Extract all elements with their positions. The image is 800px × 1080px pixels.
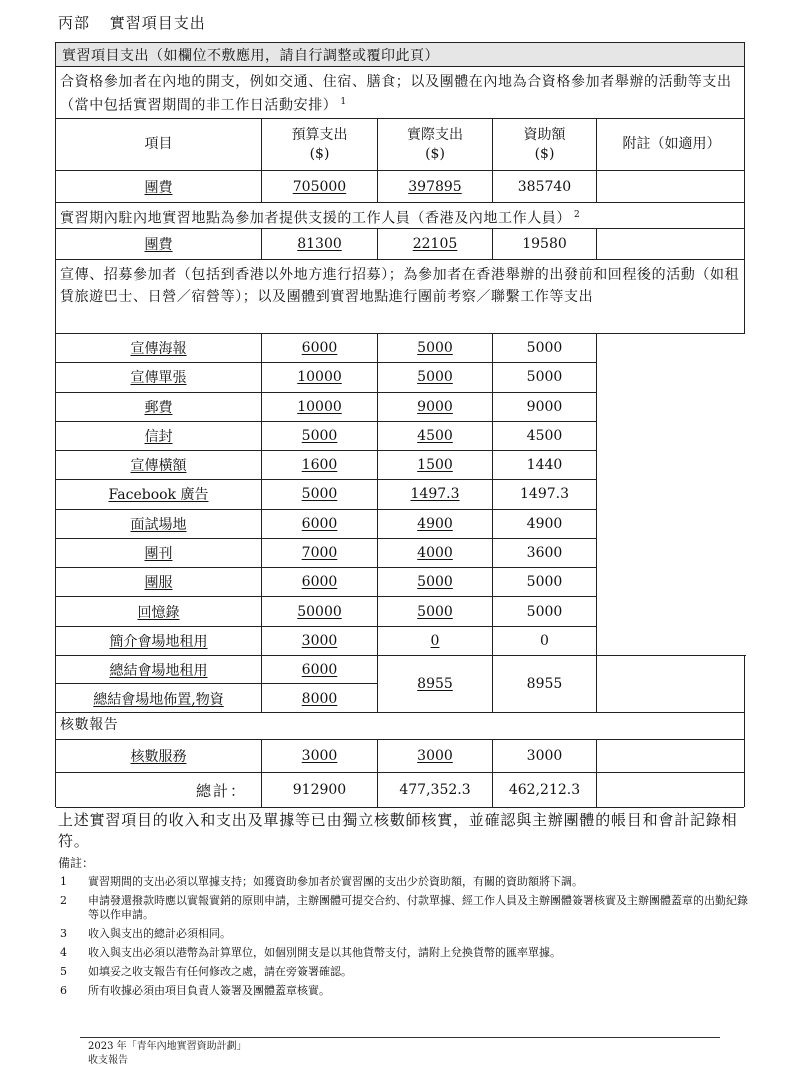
cell-value: 1600 (301, 457, 338, 474)
cell-grant (492, 597, 596, 625)
note-number: 3 (60, 927, 67, 940)
cell-item (56, 539, 261, 567)
cell-item (56, 334, 261, 362)
cell-value: 0 (540, 632, 549, 649)
cell-value: 4500 (526, 427, 563, 444)
cell-grant (492, 334, 596, 362)
table-row (56, 229, 744, 260)
cell-value: 3600 (526, 545, 563, 561)
notes (58, 856, 748, 1003)
cell-value: 附註（如適用） (622, 136, 721, 152)
note-number: 2 (60, 894, 67, 907)
cell-value: 團費 (144, 179, 173, 196)
note-text: 收入與支出的總計必須相同。 (88, 927, 231, 940)
cell-grant (492, 451, 596, 479)
page-title: 實習項目支出 (109, 14, 206, 32)
table-cell (492, 229, 596, 259)
table-cell (261, 740, 377, 772)
cell-value: 5000 (417, 603, 453, 620)
cell-value: 宣傳單張 (130, 370, 187, 387)
cell-value: 預算支出 (291, 126, 348, 143)
table-cell (261, 171, 377, 202)
note-number: 1 (60, 875, 67, 888)
cell-budget (261, 480, 377, 508)
footnote-ref-1: 1 (340, 97, 347, 107)
cell-budget (261, 510, 377, 538)
cell-value: 團服 (144, 575, 173, 592)
cell-value: 總結會場地租用 (109, 662, 208, 679)
cell-value: 50000 (297, 603, 342, 620)
cell-value: 705000 (292, 178, 347, 195)
table-cell (56, 229, 261, 259)
cell-value: 信封 (144, 428, 173, 445)
table-cell (596, 229, 746, 259)
cell-value: 81300 (297, 236, 342, 252)
table-cell (377, 656, 492, 712)
cell-actual (377, 451, 492, 479)
table-row (56, 740, 744, 773)
staff-text: 實習期內駐內地實習地點為參加者提供支援的工作人員（香港及內地工作人員） (60, 210, 571, 227)
table-cell (377, 229, 492, 259)
footer-line-2: 收支報告 (88, 1055, 128, 1066)
cell-value: 6000 (301, 574, 338, 591)
cell-actual (377, 393, 492, 421)
table-cell (377, 773, 492, 807)
cell-value: 1497.3 (520, 486, 569, 503)
table-row (56, 171, 744, 203)
note-text: 實習期間的支出必須以單據支持；如獲資助參加者於實習團的支出少於資助額，有關的資助額將下調。 (88, 875, 583, 888)
cell-value: 8955 (526, 676, 563, 692)
note-text: 所有收據必須由項目負責人簽署及團體蓋章核實。 (88, 984, 330, 997)
cell-grant (492, 627, 596, 655)
cell-budget (261, 597, 377, 625)
cell-item (56, 451, 261, 479)
note-text: 如填妥之收支報告有任何修改之處，請在旁簽署確認。 (88, 965, 352, 978)
cell-value: 3000 (301, 632, 338, 649)
cell-actual (377, 597, 492, 625)
cell-value: 5000 (526, 574, 563, 591)
cell-item (56, 568, 261, 596)
cell-value: ($) (534, 145, 555, 162)
table-cell (56, 773, 261, 807)
cell-value: 9000 (417, 398, 453, 415)
cell-value: 團費 (144, 237, 173, 253)
staff-text-row (56, 203, 744, 229)
table-cell (492, 773, 596, 807)
cell-value: 郵費 (144, 399, 173, 416)
cell-budget (261, 363, 377, 391)
cell-value: 項目 (144, 136, 173, 152)
total-label: 總計： (195, 781, 247, 800)
table-cell (56, 656, 261, 684)
note-item (58, 875, 748, 889)
table-cell (261, 656, 377, 684)
cell-grant (492, 539, 596, 567)
audit-text-row (56, 713, 744, 740)
cell-value: 核數服務 (130, 749, 187, 765)
header-remarks (596, 119, 746, 170)
cell-value: 397895 (408, 178, 462, 195)
cell-value: 8955 (417, 676, 453, 692)
table-cell (596, 773, 746, 807)
note-number: 4 (60, 946, 67, 959)
cell-actual (377, 480, 492, 508)
table-cell (261, 229, 377, 259)
cell-value: 5000 (526, 603, 563, 620)
cell-item (56, 422, 261, 450)
cell-item (56, 393, 261, 421)
cell-value: 資助額 (523, 126, 566, 143)
cell-value: 回憶錄 (137, 604, 180, 621)
notes-title: 備註： (58, 856, 95, 870)
cell-budget (261, 334, 377, 362)
cell-grant (492, 480, 596, 508)
cell-value: 5000 (526, 340, 563, 357)
part-label: 丙部 (58, 14, 91, 32)
table-cell (596, 171, 746, 202)
header-budget (261, 119, 377, 170)
cell-value: 6000 (301, 340, 338, 357)
cell-value: 面試場地 (130, 516, 187, 533)
page-heading (58, 12, 220, 33)
promo-text: 宣傳、招募參加者（包括到香港以外地方進行招募）；為參加者在香港舉辦的出發前和回程後的活動（如租賃旅遊巴士、日營／宿營等）；以及團體到實習地點進行團前考察／聯繫工作等支出 (60, 267, 740, 305)
cell-value: ($) (309, 145, 330, 162)
cell-budget (261, 627, 377, 655)
cell-value: 10000 (297, 369, 342, 386)
table-cell (596, 656, 746, 712)
cell-value: 4000 (417, 545, 453, 561)
cell-value: 0 (430, 632, 440, 649)
cell-value: ($) (425, 145, 445, 162)
note-text: 申請發還撥款時應以實報實銷的原則申請，主辦團體可提交合約、付款單據、經工作人員及主辦團體簽署核實及主辦團體蓋章的出勤紀錄等以作申請。 (88, 894, 748, 921)
cell-actual (377, 627, 492, 655)
cell-remarks (596, 334, 746, 656)
cell-budget (261, 422, 377, 450)
merged-row (56, 656, 744, 713)
cell-value: 7000 (301, 545, 338, 561)
table-cell (261, 684, 377, 713)
note-item (58, 965, 748, 979)
cell-item (56, 597, 261, 625)
note-text: 收入與支出必須以港幣為計算單位，如個別開支是以其他貨幣支付，請附上兌換貨幣的匯率單據。 (88, 946, 561, 959)
cell-value: 5000 (526, 369, 563, 386)
footnote-ref-2: 2 (574, 210, 581, 220)
cell-value: 6000 (301, 515, 338, 532)
cell-actual (377, 568, 492, 596)
cell-value: 5000 (301, 486, 338, 503)
cell-actual (377, 363, 492, 391)
cell-grant (492, 363, 596, 391)
cell-value: 宣傳橫額 (130, 458, 187, 475)
cell-budget (261, 393, 377, 421)
cell-value: 實際支出 (407, 126, 463, 143)
cell-actual (377, 422, 492, 450)
cell-grant (492, 568, 596, 596)
cell-item (56, 480, 261, 508)
cell-actual (377, 334, 492, 362)
cell-value: 宣傳海報 (130, 341, 187, 358)
promo-text-row (56, 260, 744, 334)
table-cell (56, 171, 261, 202)
cell-value: 3000 (301, 748, 338, 764)
table-cell (377, 171, 492, 202)
audit-text: 核數報告 (60, 717, 119, 733)
cell-value: 4900 (526, 515, 563, 532)
cell-actual (377, 510, 492, 538)
table-cell (56, 740, 261, 772)
cell-value: 19580 (522, 236, 567, 252)
note-item (58, 984, 748, 998)
section-title-text: 實習項目支出（如欄位不敷應用，請自行調整或覆印此頁） (62, 48, 439, 64)
total-actual: 477,352.3 (399, 782, 471, 798)
cell-value: 總結會場地佈置,物資 (93, 691, 224, 708)
cell-value: 1497.3 (410, 486, 460, 503)
table-cell (596, 740, 746, 772)
cell-value: Facebook 廣告 (108, 487, 209, 504)
note-number: 6 (60, 984, 67, 997)
intro-text: 合資格參加者在內地的開支，例如交通、住宿、膳食；以及團體在內地為合資格參加者舉辦的活動等支出（當中包括實習期間的非工作日活動安排） (60, 74, 732, 114)
cell-value: 9000 (526, 398, 563, 415)
cell-item (56, 627, 261, 655)
table-cell (492, 740, 596, 772)
cell-grant (492, 393, 596, 421)
cell-budget (261, 539, 377, 567)
footer-line-1: 2023 年「青年內地實習資助計劃」 (88, 1041, 247, 1052)
cell-value: 8000 (301, 690, 338, 707)
total-grant: 462,212.3 (508, 782, 581, 798)
total-row (56, 773, 744, 808)
cell-value: 簡介會場地租用 (109, 633, 208, 650)
header-actual (377, 119, 492, 170)
cell-value: 3000 (417, 748, 453, 764)
notes-list (58, 875, 748, 998)
note-item (58, 946, 748, 960)
table-cell (261, 773, 377, 807)
expense-table (55, 42, 745, 807)
note-item (58, 894, 748, 922)
cell-value: 5000 (417, 574, 453, 591)
cell-grant (492, 422, 596, 450)
table-cell (56, 684, 261, 713)
page-footer (88, 1040, 247, 1068)
cell-budget (261, 451, 377, 479)
cell-grant (492, 510, 596, 538)
cell-value: 4500 (417, 427, 453, 444)
cell-value: 10000 (297, 398, 342, 415)
table-cell (377, 740, 492, 772)
declaration (58, 810, 748, 852)
cell-item (56, 363, 261, 391)
cell-value: 上述實習項目的收入和支出及單據等已由獨立核數師核實，並確認與主辦團體的帳目和會計記錄相符。 (58, 811, 738, 850)
cell-budget (261, 568, 377, 596)
cell-value: 5000 (301, 427, 338, 444)
section-title (56, 43, 744, 67)
header-item (56, 119, 261, 170)
footer-divider (80, 1037, 720, 1038)
cell-value: 團刊 (144, 546, 173, 562)
cell-item (56, 510, 261, 538)
cell-value: 22105 (412, 236, 458, 252)
table-cell (492, 656, 596, 712)
cell-actual (377, 539, 492, 567)
cell-value: 1440 (526, 457, 563, 474)
total-budget: 912900 (292, 782, 347, 798)
cell-value: 6000 (301, 661, 338, 678)
note-item (58, 927, 748, 941)
column-header-row (56, 119, 744, 171)
table-cell (492, 171, 596, 202)
cell-value: 3000 (526, 748, 563, 764)
note-number: 5 (60, 965, 67, 978)
cell-value: 4900 (417, 515, 453, 532)
cell-value: 5000 (417, 369, 453, 386)
header-grant (492, 119, 596, 170)
intro-text-row (56, 67, 744, 119)
cell-value: 5000 (417, 340, 453, 357)
cell-value: 385740 (517, 178, 572, 195)
cell-value: 1500 (417, 457, 453, 474)
